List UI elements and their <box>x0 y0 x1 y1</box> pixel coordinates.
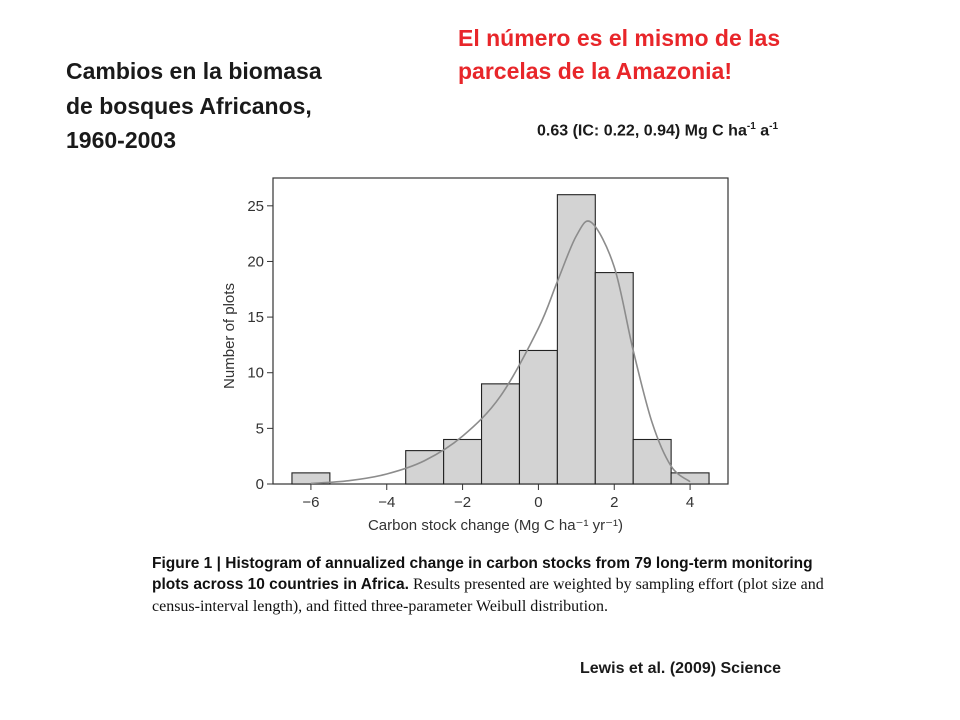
y-tick-label: 5 <box>255 420 264 438</box>
y-tick-label: 0 <box>255 476 264 493</box>
histogram-bar <box>557 195 595 484</box>
estimate-unit-year: a <box>755 122 770 140</box>
amazon-comparison-note <box>458 22 780 89</box>
caption-text: Results presented are weighted by sampling effort (plot size and census-interval length), and fitted three-parameter Weibull distribution. <box>152 576 824 615</box>
histogram-bar <box>482 384 520 484</box>
caption-bold-text: Histogram of annualized change in carbon stocks from 79 long-term monitoring plots across 10 countries in Africa. <box>152 555 813 594</box>
histogram-bar <box>406 451 444 484</box>
x-axis-label: Carbon stock change (Mg C ha⁻¹ yr⁻¹) <box>367 517 624 534</box>
title-line-1: Cambios en la biomasa <box>66 58 322 84</box>
caption-separator: | <box>212 555 226 572</box>
x-tick-label: −2 <box>454 494 472 511</box>
estimate-value: 0.63 (IC: 0.22, 0.94) Mg C ha <box>537 122 747 140</box>
mean-estimate <box>537 121 778 140</box>
title-line-2: de bosques Africanos, <box>66 92 312 119</box>
figure-caption <box>152 553 842 617</box>
x-tick-label: 2 <box>610 494 619 511</box>
estimate-exponent-2: -1 <box>769 121 779 132</box>
y-tick-label: 20 <box>247 253 264 271</box>
x-tick-label: −6 <box>302 494 320 511</box>
y-tick-label: 10 <box>247 364 264 382</box>
note-line-1: El número es el mismo de las <box>458 25 781 51</box>
carbon-histogram-chart <box>196 168 752 548</box>
x-tick-label: −4 <box>378 494 396 511</box>
caption-label: Figure 1 <box>152 555 213 572</box>
title-line-3: 1960-2003 <box>66 127 176 153</box>
estimate-exponent-1: -1 <box>746 121 756 132</box>
histogram-bar <box>633 439 671 484</box>
x-tick-label: 4 <box>685 494 695 511</box>
note-line-2: parcelas de la Amazonia! <box>458 58 732 85</box>
histogram-bar <box>519 350 557 484</box>
y-tick-label: 25 <box>247 197 264 215</box>
histogram-bar <box>671 473 709 484</box>
y-axis-label: Number of plots <box>221 283 238 389</box>
citation: Lewis et al. (2009) Science <box>580 660 781 677</box>
histogram-bar <box>595 273 633 484</box>
y-tick-label: 15 <box>247 309 264 327</box>
slide-title <box>66 54 406 158</box>
x-tick-label: 0 <box>534 494 543 511</box>
